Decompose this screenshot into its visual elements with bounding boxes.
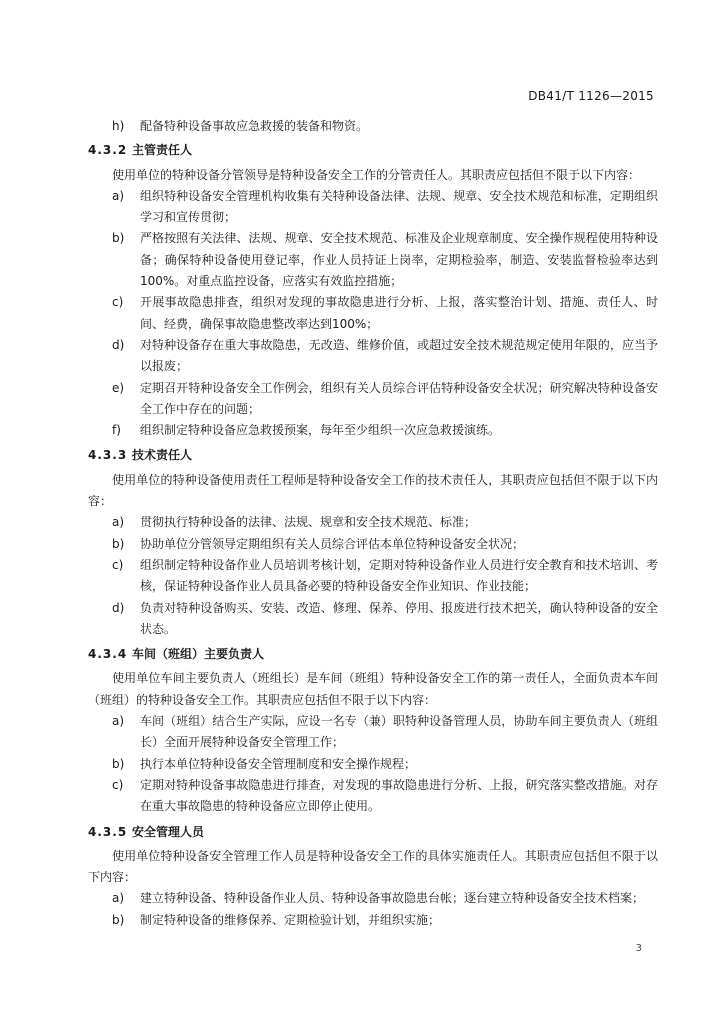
section-heading	[88, 445, 658, 466]
list-item	[88, 555, 658, 598]
section-heading	[88, 822, 658, 843]
list-item-label: f)	[112, 423, 121, 438]
section-heading	[88, 644, 658, 665]
list-item-text: 严格按照有关法律、法规、规章、安全技术规范、标准及企业规章制度、安全操作规程使用特种设备；确保特种设备使用登记率，作业人员持证上岗率，定期检验率，制造、安装监督检验率达到100%。对重点监控设备，应落实有效监控措施；	[140, 231, 658, 289]
list-item-text: 制定特种设备的维修保养、定期检验计划，并组织实施；	[140, 912, 441, 927]
list-item	[88, 598, 658, 641]
list-item-label: b)	[112, 231, 125, 246]
section-number: 4.3.4	[88, 647, 128, 662]
section-title: 技术责任人	[132, 448, 193, 463]
list-item-label: h)	[112, 119, 125, 133]
list-item-label: b)	[112, 756, 125, 771]
list-item-label: a)	[112, 188, 125, 203]
section-intro: 使用单位特种设备安全管理工作人员是特种设备安全工作的具体实施责任人。其职责应包括但不限于以下内容：	[88, 848, 658, 885]
list-item-label: a)	[112, 891, 125, 906]
section-intro: 使用单位车间主要负责人（班组长）是车间（班组）特种设备安全工作的第一责任人，全面负责本车间（班组）的特种设备安全工作。其职责应包括但不限于以下内容：	[88, 671, 658, 707]
list-item-text: 负责对特种设备购买、安装、改造、修理、保养、停用、报废进行技术把关，确认特种设备的安全状态。	[140, 600, 658, 636]
list-item	[88, 910, 658, 931]
list-item-text: 定期对特种设备事故隐患进行排查，对发现的事故隐患进行分析、上报，研究落实整改措施。对存在重大事故隐患的特种设备应立即停止使用。	[140, 777, 658, 814]
list-item	[88, 292, 658, 335]
list-item	[88, 420, 658, 441]
list-item	[88, 775, 658, 818]
list-item	[88, 228, 658, 292]
section-number: 4.3.2	[88, 143, 128, 158]
section-number: 4.3.5	[88, 824, 128, 839]
list-item-label: b)	[112, 912, 125, 927]
list-item-text: 执行本单位特种设备安全管理制度和安全操作规程；	[140, 756, 417, 771]
sections-container	[88, 140, 658, 931]
list-item-label: e)	[112, 380, 125, 395]
section-title: 车间（班组）主要负责人	[132, 647, 265, 662]
list-item-label: c)	[112, 557, 124, 572]
list-item	[88, 888, 658, 909]
list-item	[88, 512, 658, 533]
section-title: 安全管理人员	[132, 824, 205, 839]
list-item	[88, 534, 658, 555]
list-item-label: c)	[112, 295, 124, 310]
list-item	[88, 711, 658, 754]
list-item-text: 定期召开特种设备安全工作例会，组织有关人员综合评估特种设备安全状况；研究解决特种设备安全工作中存在的问题；	[140, 380, 658, 416]
list-item-label: a)	[112, 714, 125, 729]
list-item-text: 协助单位分管领导定期组织有关人员综合评估本单位特种设备安全状况；	[140, 536, 525, 551]
list-item-text: 组织特种设备安全管理机构收集有关特种设备法律、法规、规章、安全技术规范和标准，定期组织学习和宣传贯彻；	[140, 188, 658, 225]
list-item-text: 组织制定特种设备作业人员培训考核计划，定期对特种设备作业人员进行安全教育和技术培训、考核，保证特种设备作业人员具备必要的特种设备安全作业知识、作业技能；	[140, 557, 658, 594]
list-item	[88, 378, 658, 421]
section-intro: 使用单位的特种设备使用责任工程师是特种设备安全工作的技术责任人，其职责应包括但不限于以下内容：	[88, 472, 658, 509]
document-code-header: DB41/T 1126—2015	[528, 89, 654, 103]
list-item-label: c)	[112, 777, 124, 792]
list-item	[88, 335, 658, 378]
page-number: 3	[635, 943, 642, 954]
section-intro: 使用单位的特种设备分管领导是特种设备安全工作的分管责任人。其职责应包括但不限于以下内容：	[112, 167, 641, 182]
list-item-text: 贯彻执行特种设备的法律、法规、规章和安全技术规范、标准；	[140, 515, 477, 530]
document-body	[88, 116, 658, 931]
list-item-label: d)	[112, 337, 125, 352]
list-item-text: 车间（班组）结合生产实际，应设一名专（兼）职特种设备管理人员，协助车间主要负责人（班组长）全面开展特种设备安全管理工作；	[140, 714, 658, 750]
list-item	[88, 186, 658, 229]
list-item-text: 组织制定特种设备应急救援预案，每年至少组织一次应急救援演练。	[140, 423, 501, 438]
list-item-text: 建立特种设备、特种设备作业人员、特种设备事故隐患台帐；逐台建立特种设备安全技术档案；	[140, 891, 645, 906]
section-title: 主管责任人	[132, 143, 193, 158]
section-heading	[88, 140, 658, 161]
list-item-text: 配备特种设备事故应急救援的装备和物资。	[140, 119, 369, 133]
list-item-text: 开展事故隐患排查，组织对发现的事故隐患进行分析、上报，落实整治计划、措施、责任人、时间、经费，确保事故隐患整改率达到100%；	[140, 295, 658, 331]
list-item-label: b)	[112, 536, 125, 551]
list-item	[88, 116, 658, 137]
list-item-text: 对特种设备存在重大事故隐患，无改造、维修价值，或超过安全技术规范规定使用年限的，应当予以报废；	[140, 337, 658, 374]
list-item-label: a)	[112, 515, 125, 530]
list-item-label: d)	[112, 600, 125, 615]
list-item	[88, 754, 658, 775]
section-number: 4.3.3	[88, 448, 128, 463]
